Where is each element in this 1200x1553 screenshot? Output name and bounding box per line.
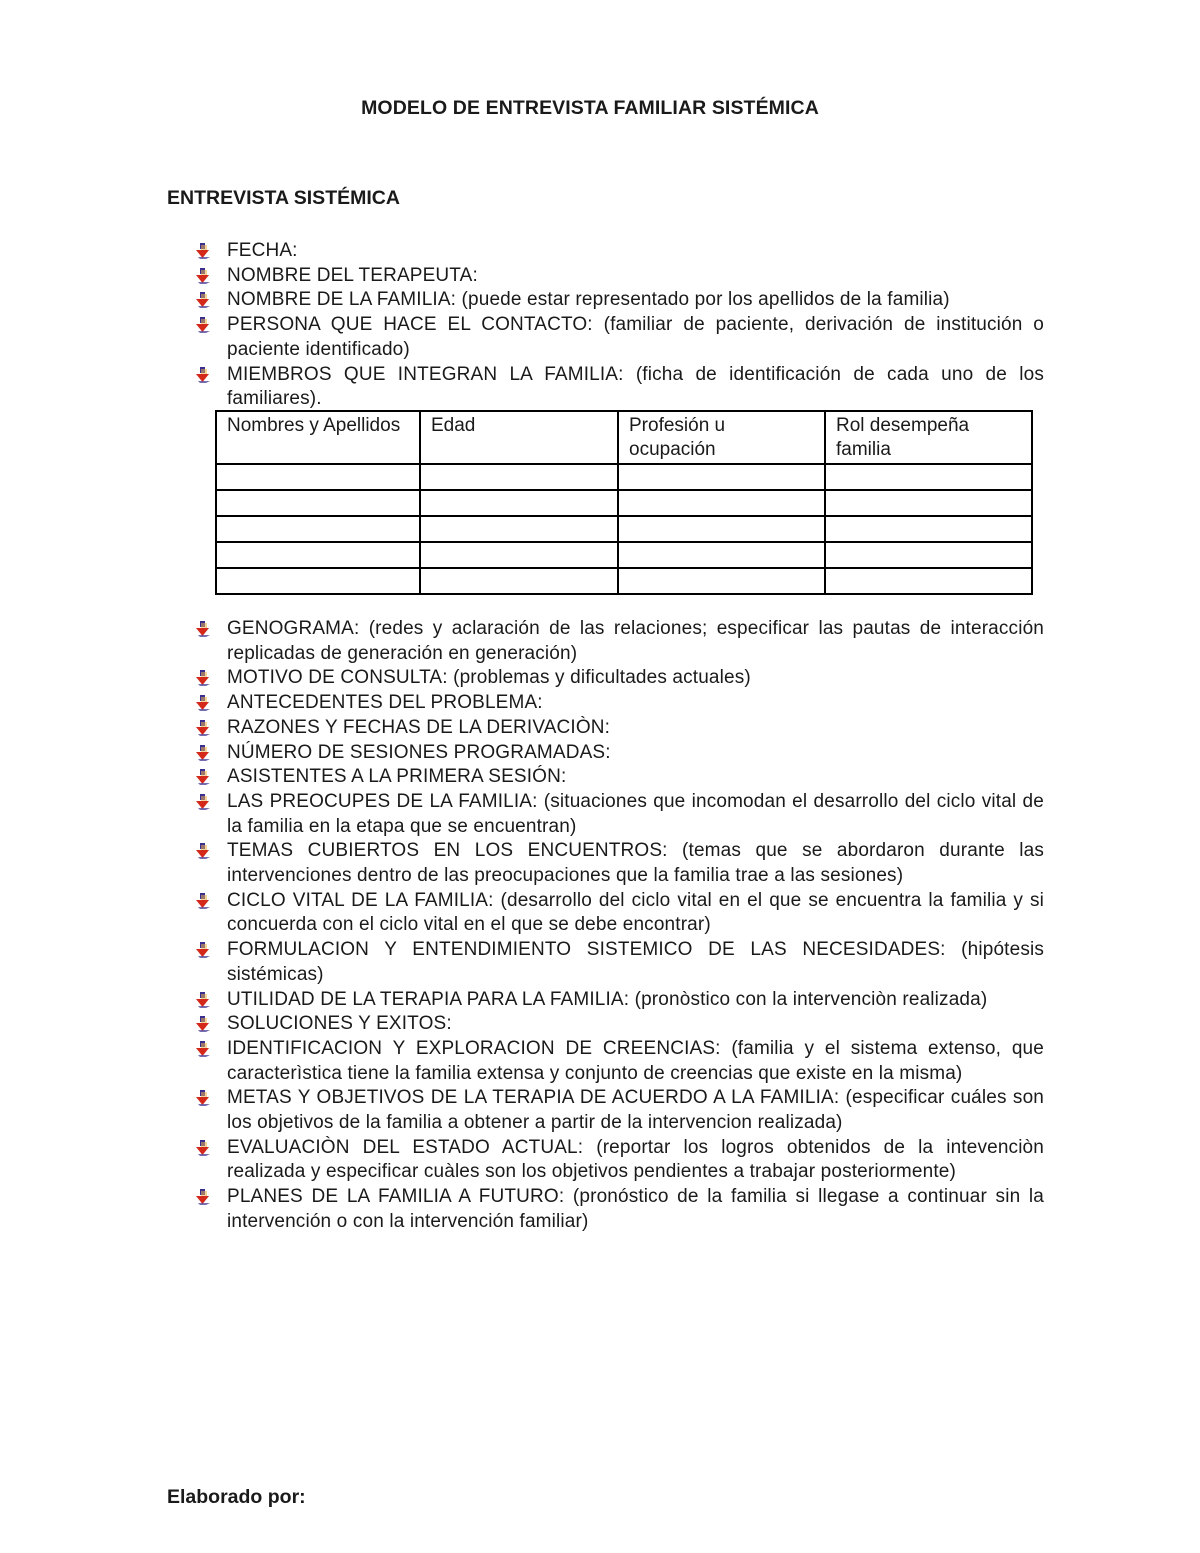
list-item: [194, 741, 1044, 766]
list-item-text: METAS Y OBJETIVOS DE LA TERAPIA DE ACUERDO A LA FAMILIA: (especificar cuáles son los objetivos de la familia a obtener a partir de la intervencion realizada): [227, 1087, 1044, 1134]
list-item-text: NOMBRE DEL TERAPEUTA:: [227, 264, 478, 286]
arrow-down-bullet-icon: [194, 694, 212, 712]
table-row: [216, 568, 1032, 594]
arrow-down-bullet-icon: [194, 1015, 212, 1033]
arrow-down-bullet-icon: [194, 316, 212, 334]
arrow-down-bullet-icon: [194, 768, 212, 786]
list-item: [194, 239, 1044, 264]
arrow-down-bullet-icon: [194, 991, 212, 1009]
table-cell: [216, 542, 420, 568]
list-item: [194, 938, 1044, 987]
list-item-text: UTILIDAD DE LA TERAPIA PARA LA FAMILIA: (pronòstico con la intervenciòn realizada): [227, 988, 988, 1010]
arrow-down-bullet-icon: [194, 267, 212, 285]
list-item: [194, 288, 1044, 313]
list-item-text: MOTIVO DE CONSULTA: (problemas y dificultades actuales): [227, 667, 751, 689]
list-item-text: SOLUCIONES Y EXITOS:: [227, 1013, 452, 1035]
arrow-down-bullet-icon: [194, 669, 212, 687]
arrow-down-bullet-icon: [194, 242, 212, 260]
list-item-text: PLANES DE LA FAMILIA A FUTURO: (pronóstico de la familia si llegase a continuar sin la intervención o con la intervención familiar): [227, 1186, 1044, 1232]
list-item-text: MIEMBROS QUE INTEGRAN LA FAMILIA: (ficha de identificación de cada uno de los familiares).: [227, 363, 1044, 410]
list-item: [194, 1086, 1044, 1135]
table-cell: [216, 464, 420, 490]
arrow-down-bullet-icon: [194, 793, 212, 811]
footer-label: Elaborado por:: [167, 1486, 306, 1508]
list-item: [194, 617, 1044, 666]
arrow-down-bullet-icon: [194, 719, 212, 737]
table-cell: [825, 516, 1032, 542]
table-row: [216, 542, 1032, 568]
list-item-text: NÚMERO DE SESIONES PROGRAMADAS:: [227, 741, 611, 763]
list-item-text: CICLO VITAL DE LA FAMILIA: (desarrollo del ciclo vital en el que se encuentra la familia y si concuerda con el ciclo vital en el que se debe encontrar): [227, 889, 1044, 936]
table-cell: [216, 568, 420, 594]
table-cell: [825, 542, 1032, 568]
section-title: ENTREVISTA SISTÉMICA: [167, 187, 400, 209]
table-cell: [618, 516, 825, 542]
arrow-down-bullet-icon: [194, 1139, 212, 1157]
list-item-text: IDENTIFICACION Y EXPLORACION DE CREENCIAS: (familia y el sistema extenso, que caracterìstica tiene la familia extensa y conjunto de creencias que existe en la misma): [227, 1037, 1044, 1084]
bullet-list-before-table: [194, 239, 1044, 412]
list-item: [194, 790, 1044, 839]
table-cell: [618, 568, 825, 594]
arrow-down-bullet-icon: [194, 620, 212, 638]
list-item-text: FECHA:: [227, 240, 298, 261]
document-title: MODELO DE ENTREVISTA FAMILIAR SISTÉMICA: [361, 97, 819, 119]
list-item: [194, 988, 1044, 1013]
list-item: [194, 1012, 1044, 1037]
list-item: [194, 666, 1044, 691]
list-item-text: PERSONA QUE HACE EL CONTACTO: (familiar de paciente, derivación de institución o paciente identificado): [227, 314, 1044, 360]
table-cell: [825, 464, 1032, 490]
arrow-down-bullet-icon: [194, 291, 212, 309]
list-item: [194, 1185, 1044, 1234]
arrow-down-bullet-icon: [194, 1089, 212, 1107]
table-header-cell: Edad: [420, 411, 618, 464]
table-cell: [618, 542, 825, 568]
arrow-down-bullet-icon: [194, 941, 212, 959]
table-cell: [825, 568, 1032, 594]
arrow-down-bullet-icon: [194, 1188, 212, 1206]
table-header-cell: Nombres y Apellidos: [216, 411, 420, 464]
table-header-cell: Rol desempeña familia: [825, 411, 1032, 464]
family-members-table: [215, 410, 1033, 595]
list-item: [194, 1136, 1044, 1185]
list-item-text: RAZONES Y FECHAS DE LA DERIVACIÒN:: [227, 716, 611, 738]
table-row: [216, 516, 1032, 542]
table-cell: [420, 568, 618, 594]
list-item-text: TEMAS CUBIERTOS EN LOS ENCUENTROS: (temas que se abordaron durante las intervenciones dentro de las preocupaciones que la familia trae a las sesiones): [227, 840, 1044, 887]
list-item: [194, 765, 1044, 790]
table-row: [216, 490, 1032, 516]
arrow-down-bullet-icon: [194, 892, 212, 910]
list-item-text: ASISTENTES A LA PRIMERA SESIÓN:: [227, 766, 567, 788]
table-row: [216, 464, 1032, 490]
list-item: [194, 313, 1044, 362]
table-body: [216, 464, 1032, 594]
list-item: [194, 889, 1044, 938]
bullet-list-after-table: [194, 617, 1044, 1235]
arrow-down-bullet-icon: [194, 744, 212, 762]
list-item: [194, 1037, 1044, 1086]
arrow-down-bullet-icon: [194, 842, 212, 860]
table-header-cell: Profesión u ocupación: [618, 411, 825, 464]
table-cell: [420, 516, 618, 542]
list-item-text: GENOGRAMA: (redes y aclaración de las relaciones; especificar las pautas de interacción replicadas de generación en generación): [227, 618, 1044, 664]
table-cell: [825, 490, 1032, 516]
list-item: [194, 264, 1044, 289]
table-cell: [216, 490, 420, 516]
table-cell: [618, 490, 825, 516]
list-item: [194, 691, 1044, 716]
list-item: [194, 716, 1044, 741]
table-cell: [420, 542, 618, 568]
table-header-row: [216, 411, 1032, 464]
table-cell: [420, 490, 618, 516]
list-item-text: NOMBRE DE LA FAMILIA: (puede estar representado por los apellidos de la familia): [227, 289, 950, 311]
list-item: [194, 363, 1044, 412]
arrow-down-bullet-icon: [194, 1040, 212, 1058]
table-cell: [420, 464, 618, 490]
arrow-down-bullet-icon: [194, 366, 212, 384]
list-item-text: LAS PREOCUPES DE LA FAMILIA: (situaciones que incomodan el desarrollo del ciclo vital de la familia en la etapa que se encuentran): [227, 790, 1044, 837]
list-item-text: ANTECEDENTES DEL PROBLEMA:: [227, 692, 543, 714]
table-cell: [618, 464, 825, 490]
list-item-text: FORMULACION Y ENTENDIMIENTO SISTEMICO DE LAS NECESIDADES: (hipótesis sistémicas): [227, 939, 1044, 985]
list-item-text: EVALUACIÒN DEL ESTADO ACTUAL: (reportar los logros obtenidos de la intevenciòn realizada y especificar cuàles son los objetivos pendientes a trabajar posteriormente): [227, 1136, 1044, 1183]
table-cell: [216, 516, 420, 542]
list-item: [194, 839, 1044, 888]
